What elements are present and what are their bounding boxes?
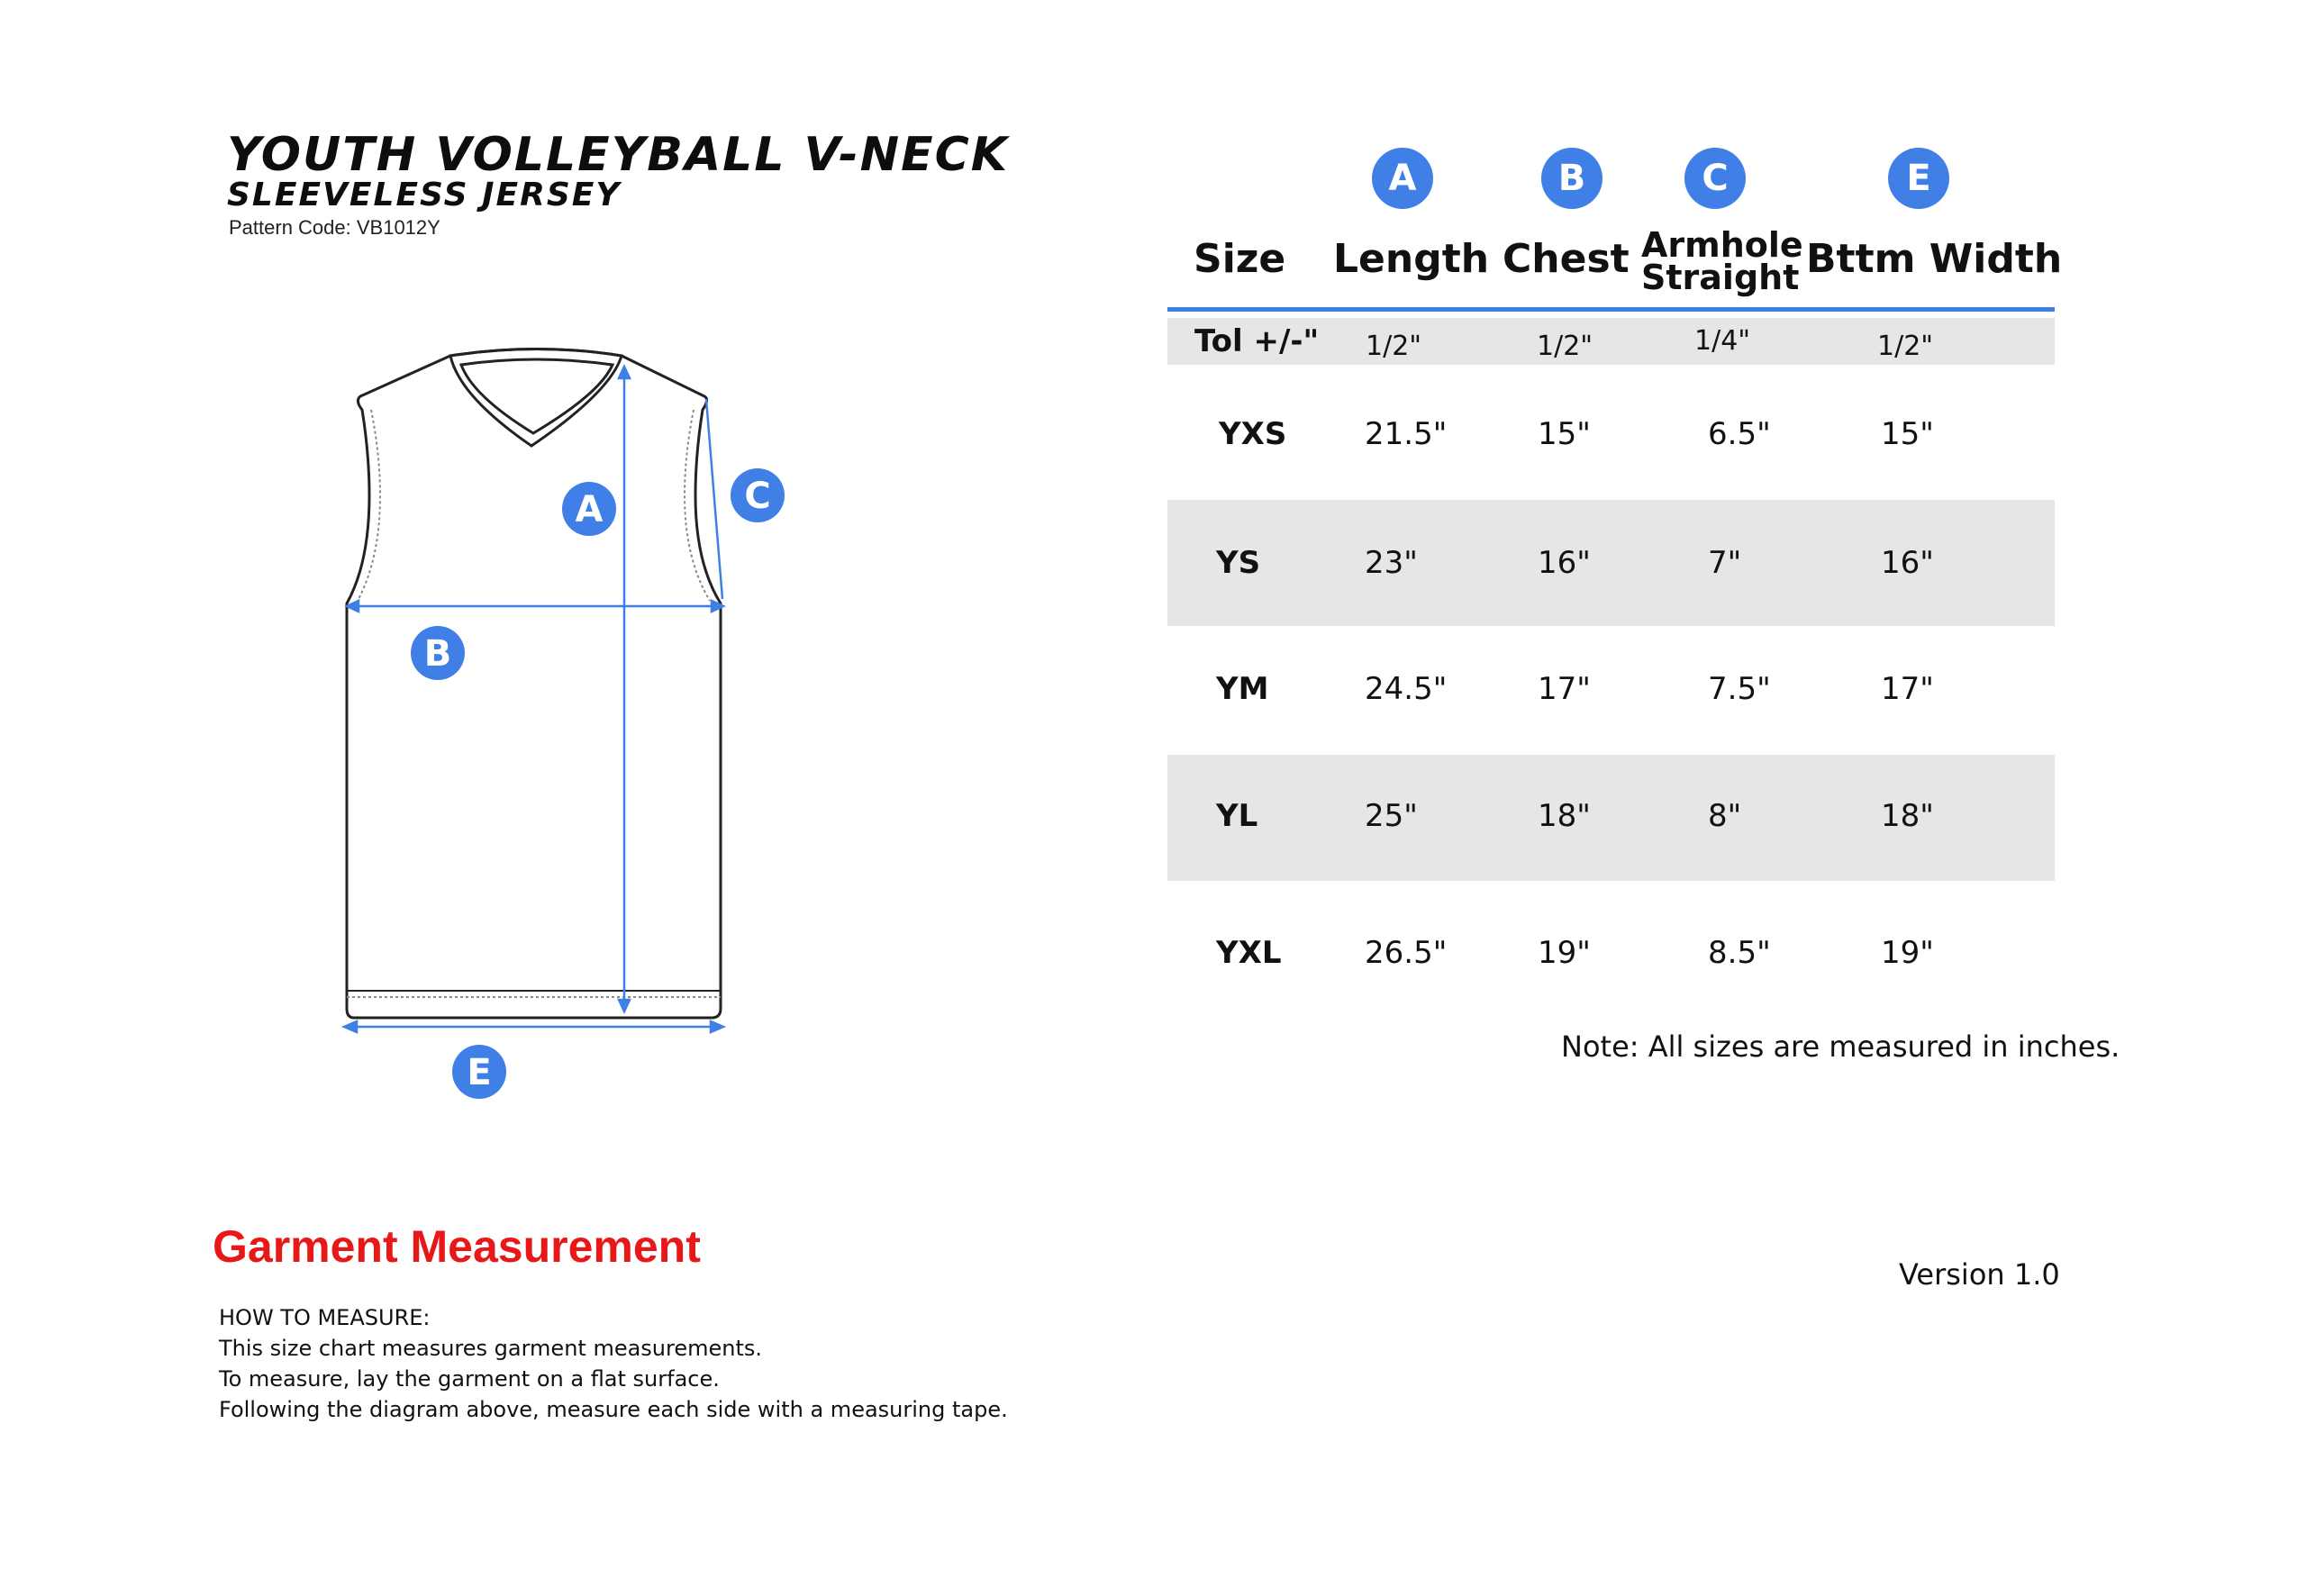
product-title-line2: SLEEVELESS JERSEY [227, 177, 622, 213]
row-bottom: 19" [1881, 935, 1934, 971]
tolerance-bottom: 1/2" [1877, 331, 1934, 362]
row-length: 26.5" [1365, 935, 1448, 971]
svg-text:B: B [423, 633, 452, 675]
row-armhole: 6.5" [1708, 416, 1771, 452]
row-armhole: 8.5" [1708, 935, 1771, 971]
product-title-line1: YOUTH VOLLEYBALL V-NECK [227, 128, 1010, 182]
col-head-chest: Chest [1503, 236, 1630, 282]
table-row [1167, 628, 2055, 754]
col-head-armhole-line2: Straight [1641, 258, 1800, 297]
col-head-armhole [1641, 225, 1803, 297]
svg-text:C: C [744, 476, 771, 517]
row-size: YL [1216, 798, 1258, 834]
table-row [1167, 755, 2055, 881]
how-to-heading: HOW TO MEASURE: [219, 1305, 431, 1330]
badge-e [452, 1045, 506, 1099]
row-chest: 18" [1538, 798, 1591, 834]
tolerance-length: 1/2" [1366, 331, 1422, 362]
row-bottom: 15" [1881, 416, 1934, 452]
garment-measurement-title: Garment Measurement [213, 1221, 701, 1272]
version-label: Version 1.0 [1899, 1257, 2060, 1292]
svg-text:A: A [575, 489, 604, 530]
svg-text:E: E [467, 1052, 492, 1093]
badge-c [731, 468, 785, 522]
how-to-measure [219, 1302, 1008, 1425]
header-badge-e: E [1888, 148, 1949, 209]
row-chest: 19" [1538, 935, 1591, 971]
row-armhole: 8" [1708, 798, 1742, 834]
row-chest: 16" [1538, 545, 1591, 581]
row-length: 21.5" [1365, 416, 1448, 452]
table-row [1167, 500, 2055, 626]
row-chest: 17" [1538, 671, 1591, 707]
tolerance-armhole: 1/4" [1694, 325, 1751, 357]
header-badge-a: A [1372, 148, 1433, 209]
jersey-diagram [324, 329, 811, 1121]
row-chest: 15" [1538, 416, 1591, 452]
tolerance-label: Tol +/-" [1194, 323, 1320, 359]
row-armhole: 7" [1708, 545, 1742, 581]
pattern-code: Pattern Code: VB1012Y [229, 216, 440, 239]
col-head-size: Size [1194, 236, 1286, 282]
row-length: 23" [1365, 545, 1418, 581]
row-length: 25" [1365, 798, 1418, 834]
row-size: YS [1216, 545, 1261, 581]
col-head-armhole-line1: Armhole [1641, 225, 1803, 265]
tolerance-chest: 1/2" [1537, 331, 1593, 362]
row-bottom: 18" [1881, 798, 1934, 834]
header-badge-c: C [1684, 148, 1746, 209]
row-armhole: 7.5" [1708, 671, 1771, 707]
row-size: YXS [1219, 416, 1287, 452]
table-note: Note: All sizes are measured in inches. [1561, 1029, 2120, 1064]
row-bottom: 17" [1881, 671, 1934, 707]
row-size: YM [1216, 671, 1269, 707]
table-row [1167, 883, 2055, 1009]
badge-a [562, 482, 616, 536]
table-row [1167, 369, 2055, 495]
header-divider [1167, 307, 2055, 312]
how-to-line: To measure, lay the garment on a flat surface. [219, 1366, 720, 1392]
col-head-bottom-width: Bttm Width [1806, 236, 2063, 282]
header-badge-b: B [1541, 148, 1602, 209]
badge-b [411, 626, 465, 680]
col-head-length: Length [1333, 236, 1490, 282]
row-bottom: 16" [1881, 545, 1934, 581]
how-to-line: This size chart measures garment measurements. [219, 1336, 763, 1361]
tolerance-row [1167, 318, 2055, 365]
row-size: YXL [1216, 935, 1282, 971]
row-length: 24.5" [1365, 671, 1448, 707]
how-to-line: Following the diagram above, measure each side with a measuring tape. [219, 1397, 1008, 1422]
